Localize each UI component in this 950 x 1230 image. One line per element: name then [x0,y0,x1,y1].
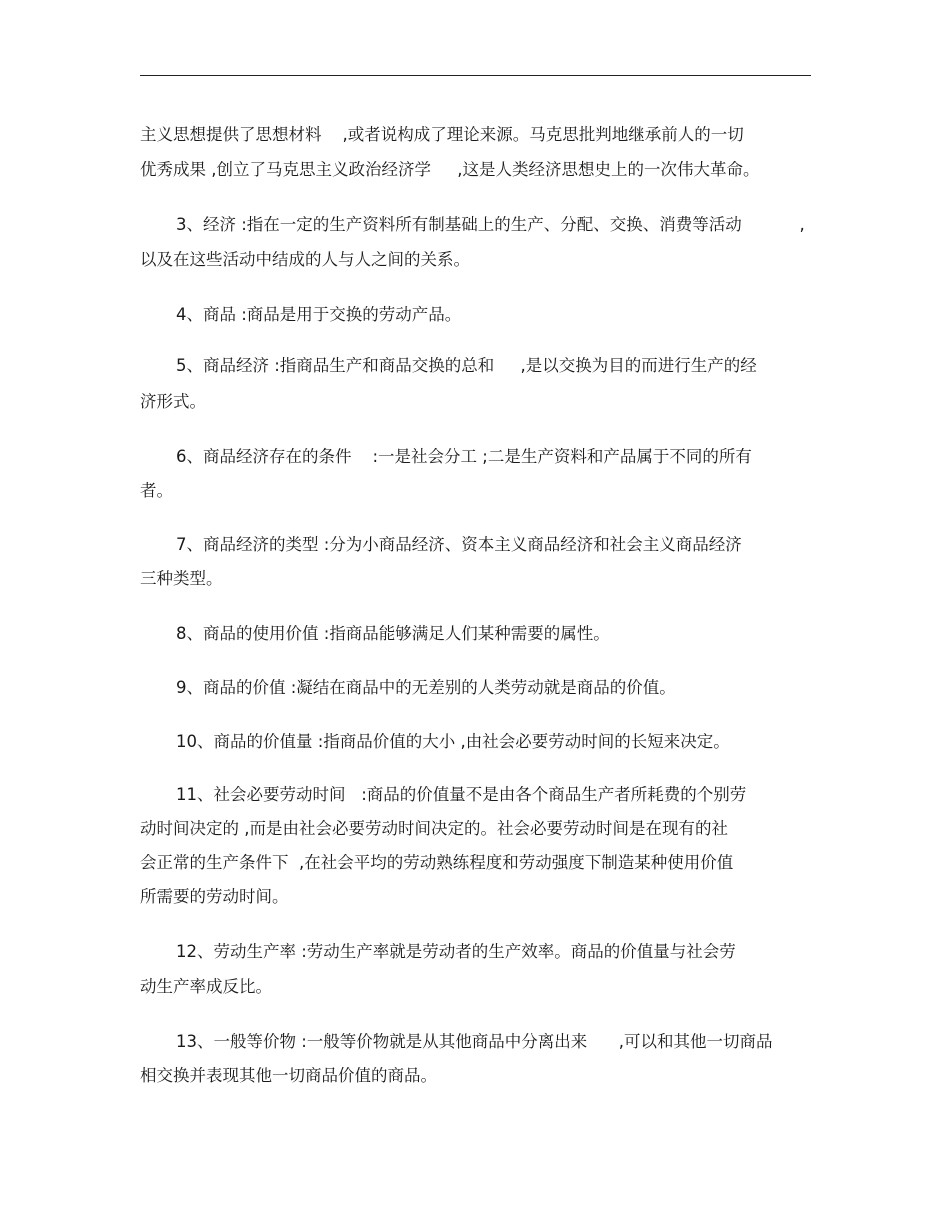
paragraph-line: 动生产率成反比。 [140,977,272,996]
paragraph-line: 9、商品的价值 :凝结在商品中的无差别的人类劳动就是商品的价值。 [176,678,676,697]
paragraph-line: 11、社会必要劳动时间 :商品的价值量不是由各个商品生产者所耗费的个别劳 [176,785,747,804]
paragraph-line: 3、经济 :指在一定的生产资料所有制基础上的生产、分配、交换、消费等活动 , [176,215,805,234]
paragraph-line: 5、商品经济 :指商品生产和商品交换的总和 ,是以交换为目的而进行生产的经 [176,356,757,375]
paragraph-line: 8、商品的使用价值 :指商品能够满足人们某种需要的属性。 [176,624,610,643]
paragraph-line: 13、一般等价物 :一般等价物就是从其他商品中分离出来 ,可以和其他一切商品 [176,1032,773,1051]
paragraph-line: 4、商品 :商品是用于交换的劳动产品。 [176,305,462,324]
paragraph-line: 三种类型。 [140,569,223,588]
paragraph-line: 会正常的生产条件下 ,在社会平均的劳动熟练程度和劳动强度下制造某种使用价值 [140,853,734,872]
paragraph-line: 7、商品经济的类型 :分为小商品经济、资本主义商品经济和社会主义商品经济 [176,535,742,554]
paragraph-line: 相交换并表现其他一切商品价值的商品。 [140,1066,437,1085]
header-rule [140,75,811,76]
paragraph-line: 动时间决定的 ,而是由社会必要劳动时间决定的。社会必要劳动时间是在现有的社 [140,819,728,838]
paragraph-line: 优秀成果 ,创立了马克思主义政治经济学 ,这是人类经济思想史上的一次伟大革命。 [140,160,760,179]
paragraph-line: 济形式。 [140,392,206,411]
paragraph-line: 所需要的劳动时间。 [140,887,289,906]
paragraph-line: 者。 [140,481,173,500]
paragraph-line: 主义思想提供了思想材料 ,或者说构成了理论来源。马克思批判地继承前人的一切 [140,125,744,144]
paragraph-line: 10、商品的价值量 :指商品价值的大小 ,由社会必要劳动时间的长短来决定。 [176,732,730,751]
paragraph-line: 6、商品经济存在的条件 :一是社会分工 ;二是生产资料和产品属于不同的所有 [176,447,752,466]
paragraph-line: 以及在这些活动中结成的人与人之间的关系。 [140,250,470,269]
paragraph-line: 12、劳动生产率 :劳动生产率就是劳动者的生产效率。商品的价值量与社会劳 [176,942,736,961]
